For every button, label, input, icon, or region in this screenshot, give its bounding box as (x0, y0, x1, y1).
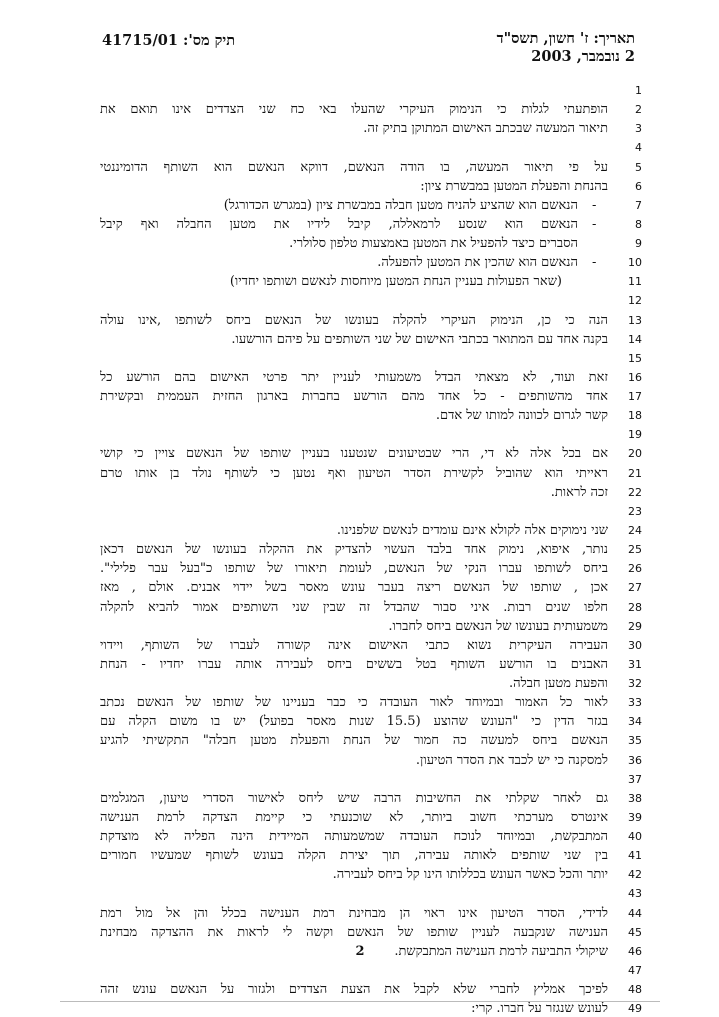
line-number: 2 (635, 103, 642, 116)
line-number: 25 (628, 543, 642, 556)
line-number: 43 (628, 887, 642, 900)
text-line: בקנה אחד עם המתואר בכתבי האישום של שני השותפים על פיהם הורשעו. (231, 332, 608, 347)
text-line: שיקולי התביעה לרמת הענישה המתבקשת. (394, 944, 608, 959)
line-number: 15 (628, 352, 642, 365)
text-line: גם לאחר שקלתי את החשיבות הרבה שיש ליחס לאישור הסדרי טיעון, המגלמים (100, 791, 608, 806)
text-line: ביחס לשותפו עברו הנקי של הנאשם, לעומת תיאורו של שותפו כ"בעל עבר פלילי". (100, 561, 608, 576)
text-line: לדידי, הסדר הטיעון אינו ראוי הן מבחינת רמת הענישה בכלל והן אל מול רמת (100, 906, 608, 921)
list-bullet: - (592, 255, 597, 270)
text-line: אחד מהשותפים - כל אחד מהם הורשע בחברות בארגון החזית העממית ובקשירת (100, 389, 608, 404)
text-line: העבירה העיקרית נשוא כתבי האישום אינה קשורה לעברו של השותף, ויידוי (100, 638, 608, 653)
line-number: 16 (628, 371, 642, 384)
text-line: ראייתי הוא שהוביל לקשירת הסדר הטיעון ואף נטען כי לשותף נולד בן אותו טרם (100, 466, 608, 481)
line-number: 7 (635, 199, 642, 212)
bottom-divider (60, 1001, 660, 1002)
text-line: חלפו שנים רבות. איני סבור שהבדל זה שבין שני השותפים אמור להביא להקלה (100, 600, 608, 615)
line-number: 36 (628, 754, 642, 767)
text-line: הנאשם הוא שהציע להניח מטען חבלה במבשרת ציון (במגרש הכדורגל) (223, 198, 578, 213)
line-number: 8 (635, 218, 642, 231)
list-bullet: - (592, 198, 597, 213)
line-number: 37 (628, 773, 642, 786)
line-number: 12 (628, 294, 642, 307)
line-number: 31 (628, 658, 642, 671)
case-label: תיק מס': (182, 32, 236, 49)
text-line: והפעת מטען חבלה. (508, 676, 608, 691)
text-line (100, 963, 608, 979)
text-line (100, 772, 608, 788)
text-line: זכה לראות. (550, 485, 608, 500)
text-line: נותר, איפוא, נימוק אחד בלבד העשוי להצדיק את ההקלה בעונשו של הנאשם דכאן (100, 542, 608, 557)
line-number: 21 (628, 467, 642, 480)
text-line: בין שני שותפים לאותה עבירה, תוך יצירת הקלה בעונש לשותף שמעשיו חמורים (100, 848, 608, 863)
line-number: 19 (628, 428, 642, 441)
case-number: 41715/01 (102, 32, 178, 49)
text-line: הנאשם הוא שנסע לרמאללה, קיבל לידיו את מטען החבלה ואף קיבל (100, 217, 578, 232)
page-number: 2 (355, 944, 365, 959)
list-bullet: - (592, 217, 597, 232)
text-line (100, 83, 608, 99)
line-number: 26 (628, 562, 642, 575)
text-line: הסברים כיצד להפעיל את המטען באמצעות טלפון סלולרי. (289, 236, 578, 251)
text-line: האבנים בו הורשע השותף בטל בששים ביחס לעבירה אותה עברו יחדיו - הנחת (100, 657, 608, 672)
text-line (100, 293, 608, 309)
line-number: 17 (628, 390, 642, 403)
text-line (100, 886, 608, 902)
line-number: 18 (628, 409, 642, 422)
line-number: 47 (628, 964, 642, 977)
text-line (100, 140, 608, 156)
text-line (100, 427, 608, 443)
text-line: יותר והכל כאשר העונש בכללותו הינו קל ביחס לעבירה. (332, 867, 608, 882)
text-line: לאור כל האמור ובמיוחד לאור העובדה כי כבר בעניינו של שותפו של הנאשם נכתב (100, 695, 608, 710)
text-line (100, 504, 608, 520)
line-number: 39 (628, 811, 642, 824)
case-number-header (102, 32, 235, 50)
text-line: בהנחת והפעלת המטען במבשרת ציון: (420, 179, 608, 194)
date-header (497, 30, 635, 66)
text-line: על פי תיאור המעשה, בו הודה הנאשם, דווקא הנאשם הוא השותף הדומיננטי (100, 160, 608, 175)
hebrew-date: תאריך: ז' חשון, תשס"ד (496, 30, 635, 47)
text-line: אם בכל אלה לא די, הרי שבטיעונים שנטענו בעניין שותפו של הנאשם צויין כי קושי (100, 446, 608, 461)
line-number: 48 (628, 983, 642, 996)
line-number: 11 (628, 275, 642, 288)
line-number: 4 (635, 141, 642, 154)
line-number: 41 (628, 849, 642, 862)
line-number: 9 (635, 237, 642, 250)
text-line: שני נימוקים אלה לקולא אינם עומדים לנאשם שלפנינו. (336, 523, 608, 538)
text-line: קשר לגרום לכוונה למותו של אדם. (435, 408, 608, 423)
text-line: אכן , שותפו של הנאשם ריצה בעבר עונש מאסר בשל יידוי אבנים. אולם , מאז (100, 580, 608, 595)
line-number: 24 (628, 524, 642, 537)
line-number: 35 (628, 734, 642, 747)
line-number: 49 (628, 1002, 642, 1015)
text-line: למסקנה כי יש לכבד את הסדר הטיעון. (415, 753, 608, 768)
text-line: המתבקשת, ובמיוחד לנוכח העובדה שמשמעותה המיידית הינה הפליה לא מוצדקת (100, 829, 608, 844)
line-number: 6 (635, 180, 642, 193)
text-line: לעונש שנגזר על חברו. קרי: (471, 1001, 608, 1016)
text-line (100, 351, 608, 367)
line-number: 13 (628, 314, 642, 327)
text-line: זאת ועוד, לא מצאתי הבדל משמעותי לעניין יתר פרטי האישום בהם הורשע כל (100, 370, 608, 385)
line-number: 20 (628, 447, 642, 460)
line-number: 40 (628, 830, 642, 843)
line-number: 45 (628, 926, 642, 939)
text-line: (שאר הפעולות בעניין הנחת המטען מיוחסות לנאשם ושותפו יחדיו) (229, 274, 562, 289)
text-line: לפיכך אמליץ לחברי שלא לקבל את הצעת הצדדים ולגזור על הנאשם עונש זהה (100, 982, 608, 997)
line-number: 23 (628, 505, 642, 518)
line-number: 34 (628, 715, 642, 728)
text-line: בגזר הדין כי "העונש שהוצע (15.5 שנות מאסר בפועל) יש בו משום הקלה עם (100, 714, 608, 729)
line-number: 28 (628, 601, 642, 614)
line-number: 33 (628, 696, 642, 709)
line-number: 46 (628, 945, 642, 958)
text-line: הופתעתי לגלות כי הנימוק העיקרי שהעלו באי כח שני הצדדים אינו תואם את (100, 102, 608, 117)
text-line: הנה כי כן, הנימוק העיקרי להקלה בעונשו של הנאשם ביחס לשותפו ,אינו עולה (100, 313, 608, 328)
line-number: 32 (628, 677, 642, 690)
text-line: הענישה שנקבעה לעניין שותפו של הנאשם וקשה לי לראות את ההצדקה מבחינת (100, 925, 608, 940)
line-number: 14 (628, 333, 642, 346)
line-number: 38 (628, 792, 642, 805)
text-line: משמעותית בעונשו של הנאשם ביחס לחברו. (388, 619, 608, 634)
text-line: הנאשם הוא שהכין את המטען להפעלה. (377, 255, 578, 270)
line-number: 27 (628, 581, 642, 594)
line-number: 3 (635, 122, 642, 135)
line-number: 29 (628, 620, 642, 633)
line-number: 30 (628, 639, 642, 652)
gregorian-date: 2 נובמבר, 2003 (531, 48, 635, 65)
text-line: הנאשם ביחס למעשה כה חמור של הנחת והפעלת מטען חבלה" התקשיתי להגיע (100, 733, 608, 748)
line-number: 44 (628, 907, 642, 920)
text-line: תיאור המעשה שבכתב האישום המתוקן בתיק זה. (363, 121, 608, 136)
text-line: אינטרס מערכתי חשוב ביותר, לא שוכנעתי כי קיימת הצדקה לרמת הענישה (100, 810, 608, 825)
line-number: 5 (635, 161, 642, 174)
line-number: 22 (628, 486, 642, 499)
line-number: 1 (635, 84, 642, 97)
line-number: 10 (628, 256, 642, 269)
line-number: 42 (628, 868, 642, 881)
